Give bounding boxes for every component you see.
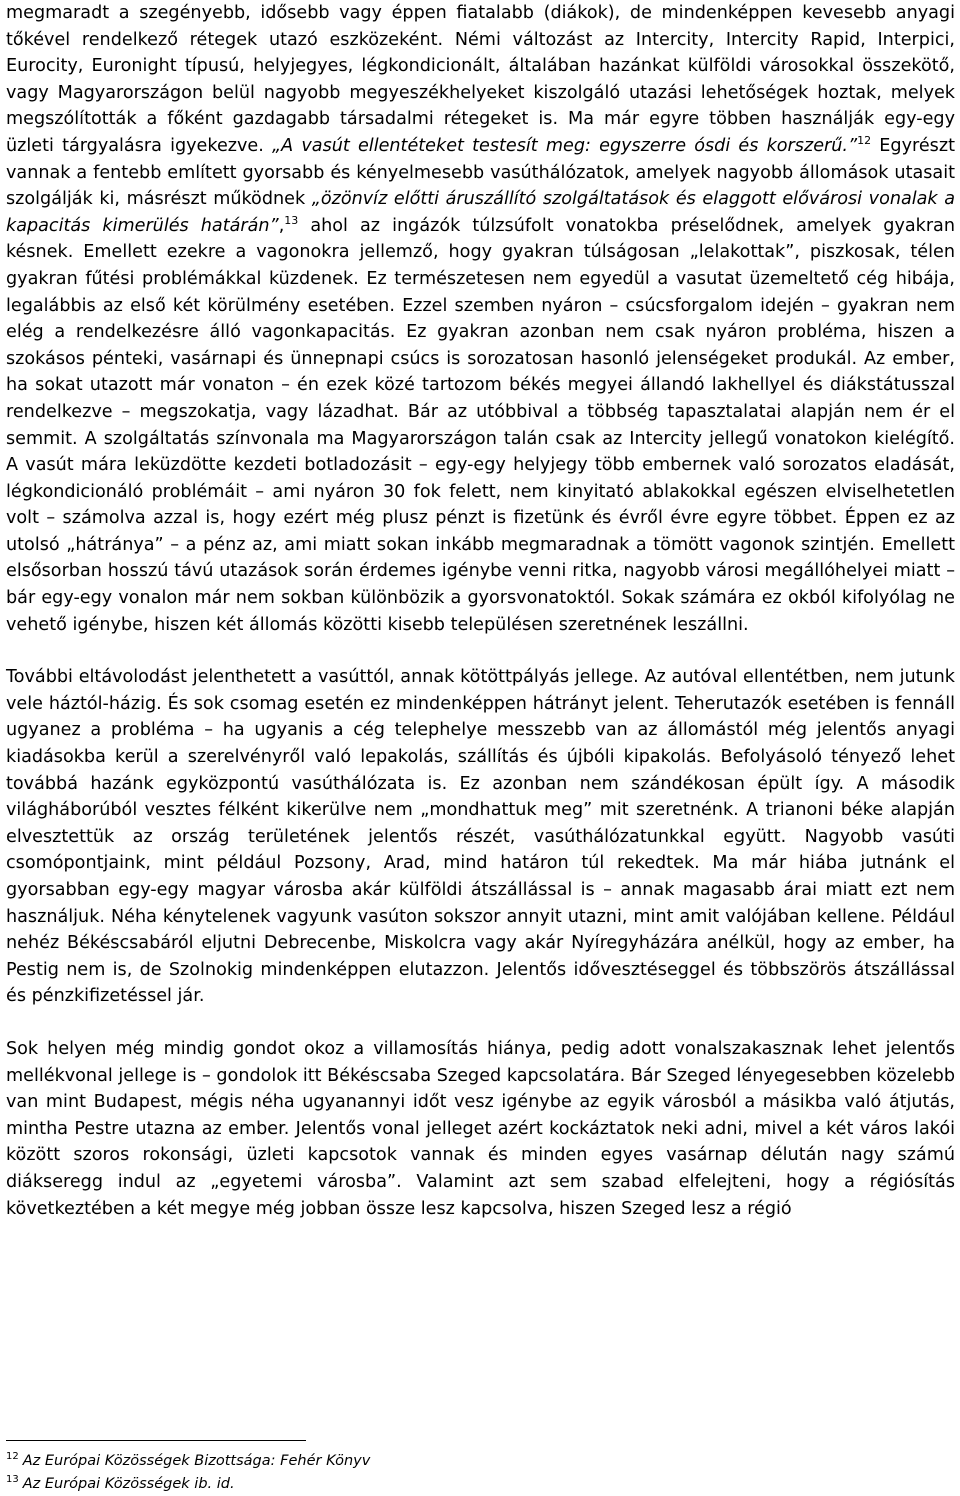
text-segment: További eltávolodást jelenthetett a vasúttól, annak kötöttpályás jellege. Az autóval ellentétben, nem jutunk vele háztól-házig. És sok csomag esetén ez mindenképpen hátrányt jelent. Teherutazók esetében is fennáll ugyanez a probléma – ha ugyanis a cég telephelye messzebb van az állomástól még jelentős anyagi kiadásokba kerül a szerelvényről való lepakolás, szállítás és újbóli kipakolás. Befolyásoló tényező lehet továbbá hazánk egyközpontú vasúthálózata is. Ez azonban nem szándékosan épült így. A második világháborúból vesztes félként kikerülve nem „mondhattuk meg” mit szeretnénk. A trianoni béke alapján elvesztettük az ország területének jelentős részét, vasúthálózatunkkal együtt. Nagyobb vasúti csomópontjaink, mint például Pozsony, Arad, mind határon túl rekedtek. Ma már hiába jutnánk el gyorsabban egy-egy magyar városba akár külföldi átszállással is – annak magasabb árai miatt ezt nem használjuk. Néha kénytelenek vagyunk vasúton sokszor annyit utazni, mint amit valójában kellene. Például nehéz Békéscsabáról eljutni Debrecenbe, Miskolcra vagy akár Nyíregyházára anélkül, hogy az ember, ha Pestig nem is, de Szolnokig mindenképpen elutazzon. Jelentős idővesztéseggel és többszörös átszállással és pénzkifizetéssel jár. (6, 667, 955, 1007)
footnote-12 (6, 1450, 946, 1473)
paragraph (6, 1036, 955, 1222)
footnote-13 (6, 1473, 946, 1496)
text-segment: Egyrészt vannak a fentebb említett gyorsabb és kényelmesebb vasúthálózatok, amelyek nagyobb állomások utasait szolgálják ki, másrészt működnek (6, 135, 955, 210)
text-segment: , (278, 215, 285, 236)
text-segment: Sok helyen még mindig gondot okoz a villamosítás hiánya, pedig adott vonalszakasznak lehet jelentős mellékvonal jellege is – gondolok itt Békéscsaba Szeged kapcsolatára. Bár Szeged lényegesebben közelebb van mint Budapest, mégis néha ugyanannyi időt vesz igénybe az egyik városból a másikba való átjutás, mintha Pestre utazna az ember. Jelentős vonal jelleget azért kockáztatok neki adni, mivel a két város lakói között szoros rokonsági, üzleti kapcsotok vannak és minden egyes vasárnap délután nagy számú diákseregg indul az „egyetemi városba”. Valamint azt sem szabad elfelejteni, hogy a régiósítás következtében a két megye még jobban össze lesz kapcsolva, hiszen Szeged lesz a régió (6, 1038, 955, 1219)
footnote-number: 13 (6, 1474, 19, 1485)
footnote-ref: 12 (857, 133, 872, 147)
text-segment: ahol az ingázók túlzsúfolt vonatokba préselődnek, amelyek gyakran késnek. Emellett ezekre a vagonokra jellemző, hogy gyakran túlságosan „lelakottak”, piszkosak, télen gyakran fűtési problémákkal küzdenek. Ez természetesen nem egyedül a vasutat üzemeltető cég hibája, legalábbis az első két körülmény esetében. Ezzel szemben nyáron – csúcsforgalom idején – gyakran nem elég a rendelkezésre álló vagonkapacitás. Ez gyakran azonban nem csak nyáron probléma, hiszen a szokásos pénteki, vasárnapi és ünnepnapi csúcs is sorozatosan hasonló jelenségeket produkál. Az ember, ha sokat utazott már vonaton – én ezek közé tartozom békés megyei állandó lakhellyel és diákstátusszal rendelkezve – megszokatja, vagy lázadhat. Bár az utóbbival a többség tapasztalatai alapján nem ér el semmit. A szolgáltatás színvonala ma Magyarországon talán csak az Intercity jellegű vonatokon kielégítő. A vasút mára leküzdötte kezdeti botladozásit – egy-egy helyjegy több embernek való sorozatos eladását, légkondicionáló problémáit – ami nyáron 30 fok felett, nem kinyitató ablakokkal egészen elviselhetetlen volt – számolva azzal is, hogy ezért még plusz pénzt is fizetünk és évről évre egyre többet. Éppen ez az utolsó „hátránya” – a pénz az, ami miatt sokan inkább megmaradnak a tömött vagonok szintjén. Emellett elsősorban hosszú távú utazások során érdemes igénybe venni ritka, nagyobb városi megállóhelyei miatt – bár egy-egy vonalon már nem sokban különbözik a gyorsvonatoktól. Sokak számára ez okból kifolyólag ne vehető igénybe, hiszen két állomás közötti kisebb településen szeretnének leszállni. (6, 215, 955, 635)
quoted-text: „özönvíz előtti áruszállító szolgáltatások és elaggott elővárosi vonalak a kapacitás kimerülés határán” (6, 189, 955, 236)
document-body (6, 0, 955, 1222)
paragraph (6, 664, 955, 1010)
text-segment: megmaradt a szegényebb, idősebb vagy éppen fiatalabb (diákok), de mindenképpen kevesebb anyagi tőkével rendelkező rétegek utazó eszközeként. Némi változást az Intercity, Intercity Rapid, Interpici, Eurocity, Euronight típusú, helyjegyes, légkondicionált, általában hazánkat külföldi városokkal összekötő, vagy Magyarországon belül nagyobb megyeszékhelyeket kiszolgáló utazási lehetőségek hoztak, melyek megszólították a főként gazdagabb társadalmi rétegeket is. Ma már egyre többen használják egy-egy üzleti tárgyalásra igyekezve. (6, 3, 955, 156)
quoted-text: „A vasút ellentéteket testesít meg: egyszerre ósdi és korszerű.” (272, 135, 858, 156)
footnote-number: 12 (6, 1451, 19, 1462)
paragraph (6, 0, 955, 638)
footnotes (6, 1450, 946, 1496)
footnote-ref: 13 (284, 213, 299, 227)
footnote-text: Az Európai Közösségek ib. id. (22, 1476, 235, 1492)
footnote-separator (6, 1440, 306, 1441)
footnote-text: Az Európai Közösségek Bizottsága: Fehér Könyv (22, 1453, 371, 1469)
